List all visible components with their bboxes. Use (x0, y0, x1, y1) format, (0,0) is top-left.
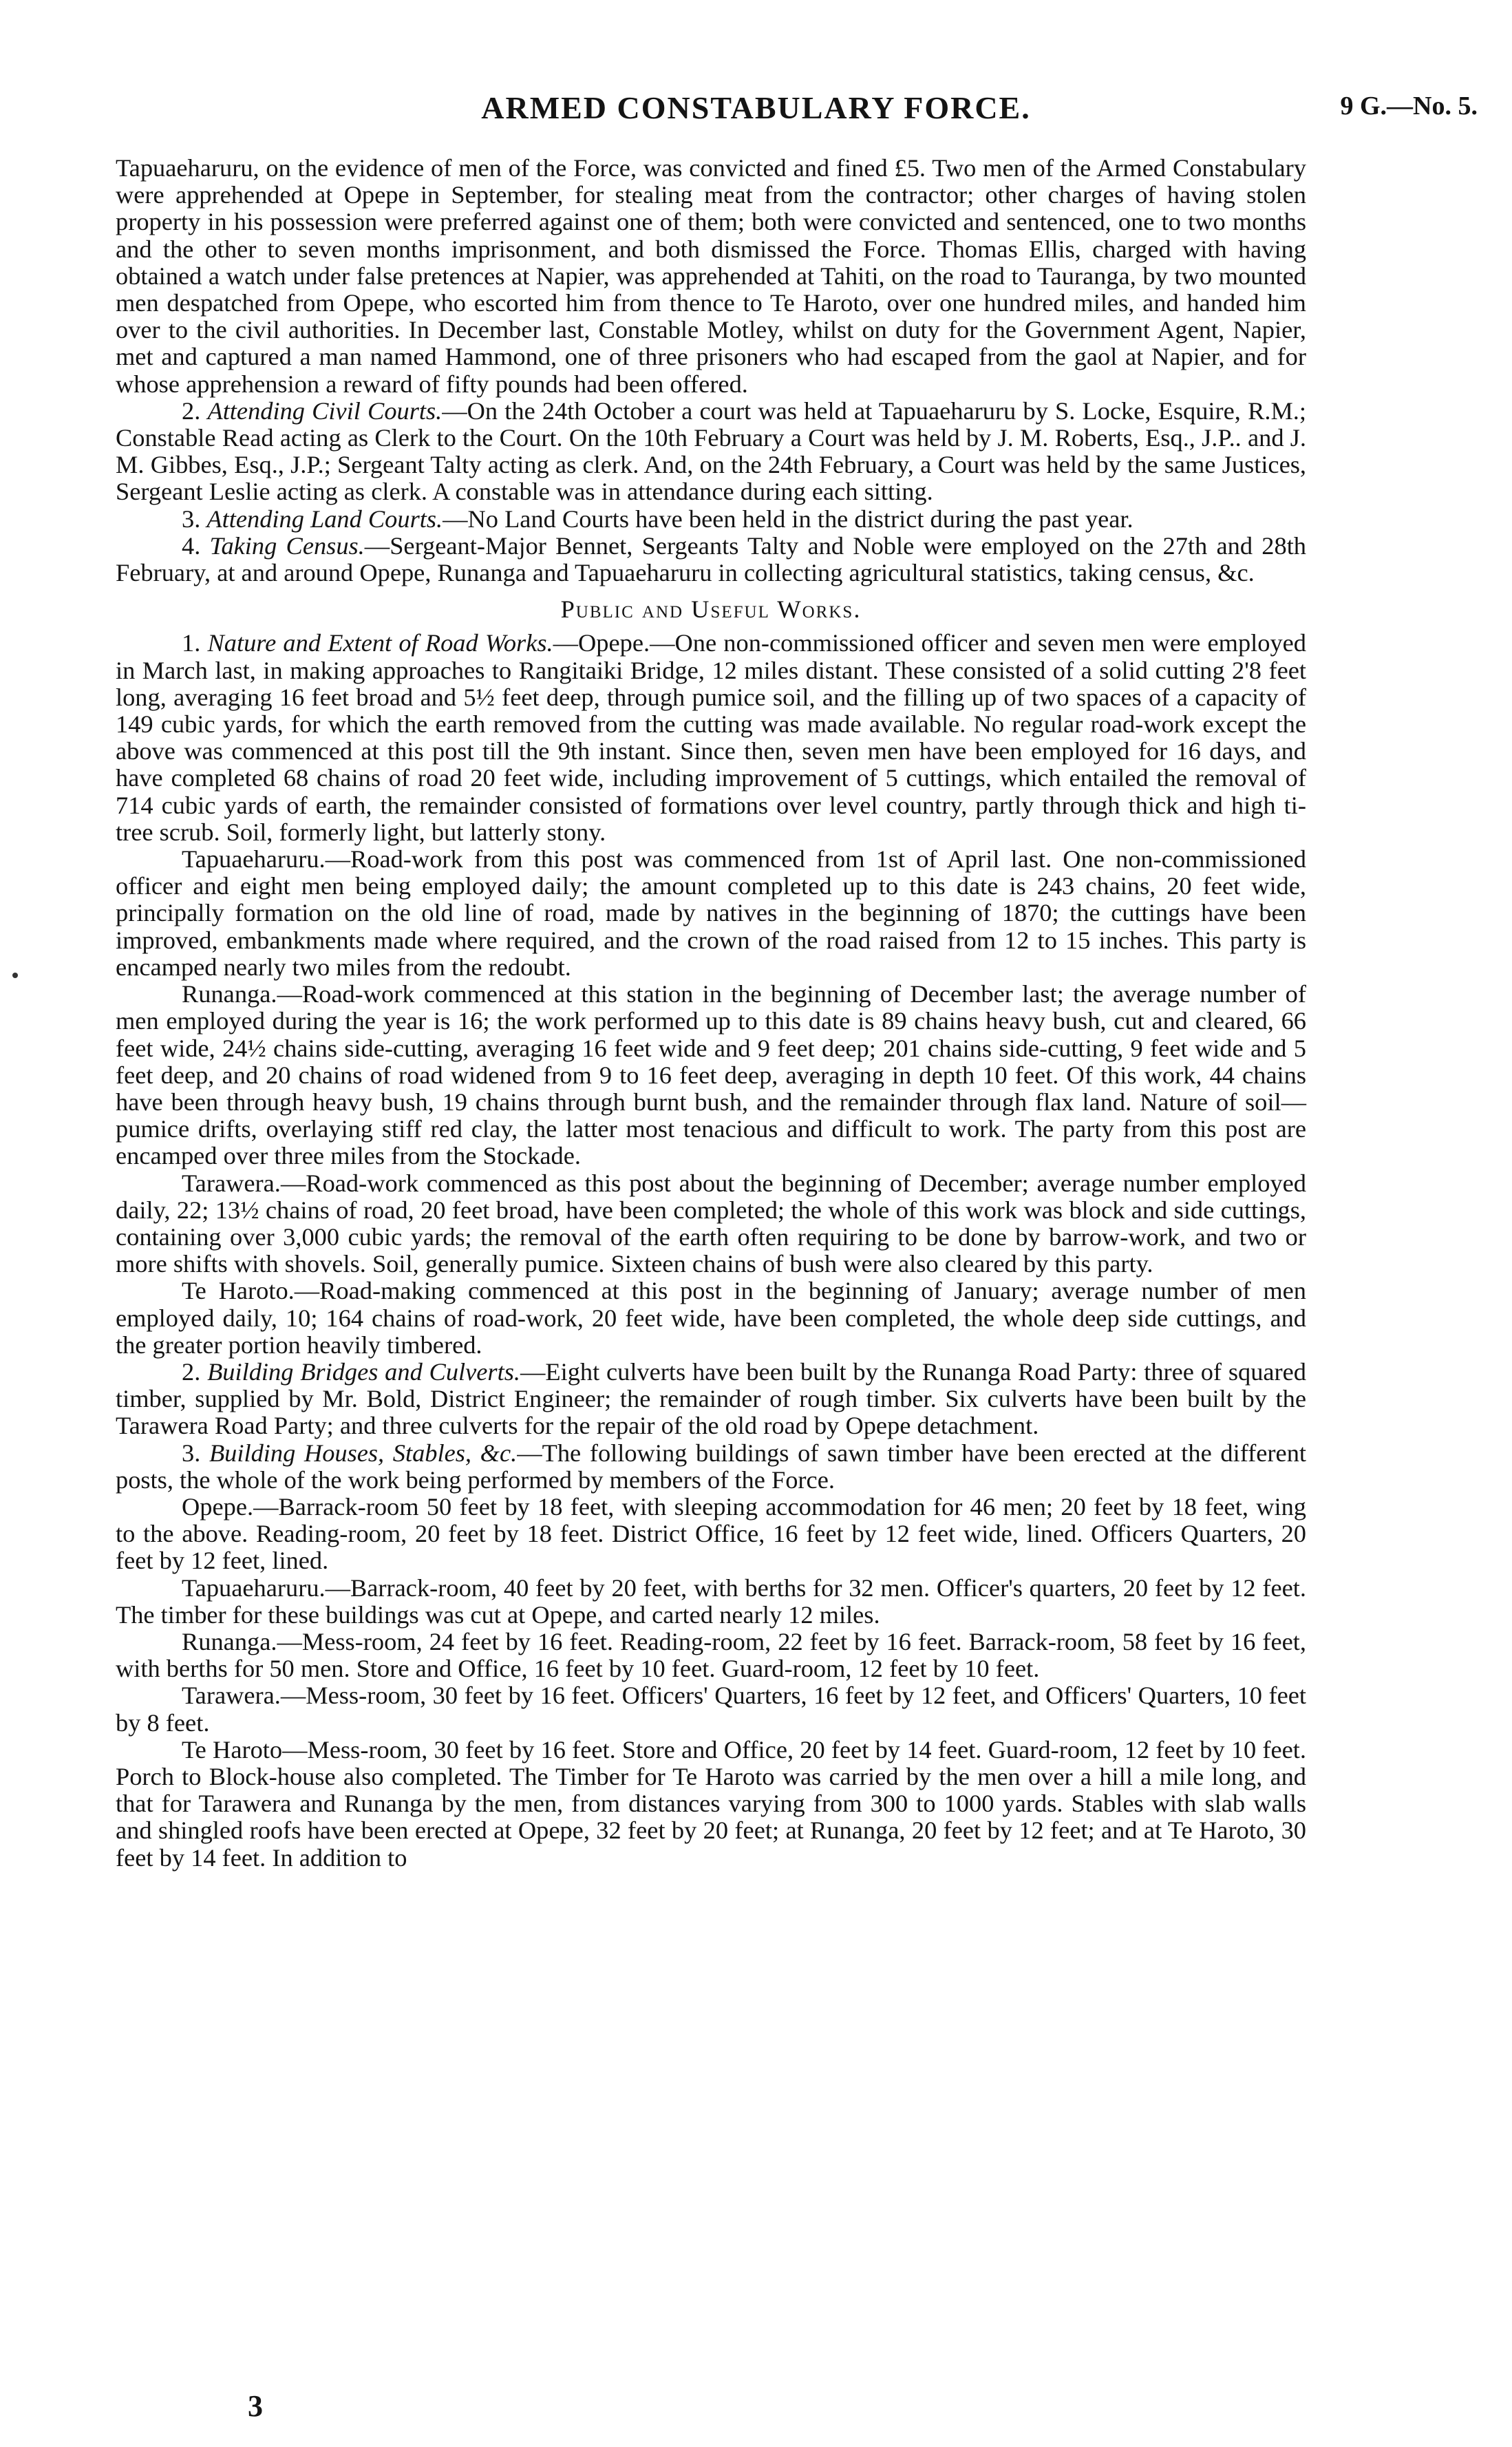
body-text (116, 155, 1306, 1872)
item-text: —Opepe.—One non-commissioned officer and seven men were employed in March last, in making approaches to Rangitaiki Bridge, 12 miles distant. These consisted of a solid cutting 2'8 feet long, averaging 16 feet broad and 5½ feet deep, through pumice soil, and the filling up of two spaces of a capacity of 149 cubic yards, for which the earth removed from the cutting was made available. No regular road-work except the above was commenced at this post till the 9th instant. Since then, seven men have been employed for 16 days, and have completed 68 chains of road 20 feet wide, including improvement of 5 cuttings, which entailed the removal of 714 cubic yards of earth, the remainder consisted of formations over level country, partly through thick and high ti-tree scrub. Soil, formerly light, but latterly stony. (116, 629, 1306, 846)
paragraph: Tarawera.—Road-work commenced as this post about the beginning of December; average number employed daily, 22; 13½ chains of road, 20 feet broad, have been completed; the whole of this work was block and side cuttings, containing over 3,000 cubic yards; the removal of the earth often requiring to be done by barrow-work, and two or more shifts with shovels. Soil, generally pumice. Sixteen chains of bush were also cleared by this party. (116, 1169, 1306, 1278)
paragraph (116, 533, 1306, 586)
item-heading: Building Houses, Stables, &c. (209, 1439, 518, 1467)
paragraph (116, 630, 1306, 846)
item-number: 2. (182, 1357, 208, 1386)
paragraph (116, 506, 1306, 533)
margin-mark (12, 973, 18, 978)
paragraph: Runanga.—Mess-room, 24 feet by 16 feet. Reading-room, 22 feet by 16 feet. Barrack-room, 58 feet by 16 feet, with berths for 50 men. Store and Office, 16 feet by 10 feet. Guard-room, 12 feet by 10 feet. (116, 1627, 1306, 1683)
paragraph (116, 1440, 1306, 1494)
page-number: 3 (248, 2389, 263, 2423)
paragraph: Te Haroto—Mess-room, 30 feet by 16 feet. Store and Office, 20 feet by 14 feet. Guard-room, 12 feet by 10 feet. Porch to Block-house also completed. The Timber for Te Haroto was carried by the men over a hill a mile long, and that for Tarawera and Runanga by the men, from distances varying from 300 to 1000 yards. Stables with slab walls and shingled roofs have been erected at Opepe, 32 feet by 20 feet; at Runanga, 20 feet by 12 feet; and at Te Haroto, 30 feet by 14 feet. In addition to (116, 1735, 1306, 1872)
paragraph (116, 398, 1306, 506)
item-text: —Eight culverts have been built by the Runanga Road Party: three of squared timber, supplied by Mr. Bold, District Engineer; the remainder of rough timber. Six culverts have been built by the Tarawera Road Party; and three culverts for the repair of the old road by Opepe detachment. (116, 1357, 1307, 1440)
paragraph: Tapuaeharuru.—Barrack-room, 40 feet by 20 feet, with berths for 32 men. Officer's quarters, 20 feet by 12 feet. The timber for these buildings was cut at Opepe, and carted nearly 12 miles. (116, 1574, 1306, 1629)
item-number: 3. (182, 505, 207, 533)
paragraph (116, 1359, 1306, 1440)
item-number: 2. (182, 396, 208, 425)
item-heading: Building Bridges and Culverts. (207, 1357, 520, 1386)
item-text: —On the 24th October a court was held at Tapuaeharuru by S. Locke, Esquire, R.M.; Constable Read acting as Clerk to the Court. On the 10th February a Court was held by J. M. Roberts, Esq., J.P.. and J. M. Gibbes, Esq., J.P.; Sergeant Talty acting as clerk. And, on the 24th February, a Court was held by the same Justices, Sergeant Leslie acting as clerk. A constable was in attendance during each sitting. (116, 396, 1307, 506)
item-number: 1. (182, 629, 208, 657)
section-heading: Public and Useful Works. (560, 595, 862, 624)
item-number: 4. (182, 531, 210, 560)
item-text: —Sergeant-Major Bennet, Sergeants Talty and Noble were employed on the 27th and 28th February, at and around Opepe, Runanga and Tapuaeharuru in collecting agricultural statistics, taking census, &c. (116, 531, 1306, 587)
paragraph: Tarawera.—Mess-room, 30 feet by 16 feet. Officers' Quarters, 16 feet by 12 feet, and Officers' Quarters, 10 feet by 8 feet. (116, 1682, 1306, 1737)
paragraph: Te Haroto.—Road-making commenced at this post in the beginning of January; average number of men employed daily, 10; 164 chains of road-work, 20 feet wide, have been completed, the whole deep side cuttings, and the greater portion heavily timbered. (116, 1277, 1306, 1359)
item-text: —The following buildings of sawn timber have been erected at the different posts, the whole of the work being performed by members of the Force. (116, 1439, 1307, 1494)
item-heading: Nature and Extent of Road Works. (207, 629, 553, 657)
page-reference: 9 G.—No. 5. (1340, 92, 1478, 120)
item-number: 3. (182, 1439, 209, 1467)
paragraph: Opepe.—Barrack-room 50 feet by 18 feet, with sleeping accommodation for 46 men; 20 feet by 18 feet, wing to the above. Reading-room, 20 feet by 18 feet. District Office, 16 feet by 12 feet wide, lined. Officers Quarters, 20 feet by 12 feet, lined. (116, 1492, 1306, 1575)
paragraph: Tapuaeharuru, on the evidence of men of the Force, was convicted and fined £5. Two men of the Armed Constabulary were apprehended at Opepe in September, for stealing meat from the contractor; other charges of having stolen property in his possession were preferred against one of them; both were convicted and sentenced, one to two months and the other to seven months imprisonment, and both dismissed the Force. Thomas Ellis, charged with having obtained a watch under false pretences at Napier, was apprehended at Tahiti, on the road to Tauranga, by two mounted men despatched from Opepe, who escorted him from thence to Te Haroto, over one hundred miles, and handed him over to the civil authorities. In December last, Constable Motley, whilst on duty for the Government Agent, Napier, met and captured a man named Hammond, one of three prisoners who had escaped from the gaol at Napier, and for whose apprehension a reward of fifty pounds had been offered. (116, 154, 1306, 398)
paragraph: Runanga.—Road-work commenced at this station in the beginning of December last; the average number of men employed during the year is 16; the work performed up to this date is 89 chains heavy bush, cut and cleared, 66 feet wide, 24½ chains side-cutting, averaging 16 feet wide and 9 feet deep; 201 chains side-cutting, 9 feet wide and 5 feet deep, and 20 chains of road widened from 9 to 16 feet deep, averaging in depth 10 feet. Of this work, 44 chains have been through heavy bush, 19 chains through burnt bush, and the remainder through flax land. Nature of soil—pumice drifts, overlaying stiff red clay, the latter most tenacious and difficult to work. The party from this post are encamped over three miles from the Stockade. (116, 980, 1306, 1170)
paragraph: Tapuaeharuru.—Road-work from this post was commenced from 1st of April last. One non-commissioned officer and eight men being employed daily; the amount completed up to this date is 243 chains, 20 feet wide, principally formation on the old line of road, made by natives in the beginning of 1870; the cuttings have been improved, embankments made where required, and the crown of the road raised from 12 to 15 inches. This party is encamped nearly two miles from the redoubt. (116, 845, 1306, 981)
item-text: —No Land Courts have been held in the district during the past year. (443, 505, 1133, 533)
item-heading: Attending Civil Courts. (207, 396, 443, 425)
item-heading: Taking Census. (209, 531, 365, 560)
item-heading: Attending Land Courts. (206, 505, 443, 533)
running-title: ARMED CONSTABULARY FORCE. (481, 90, 1031, 125)
page-header (0, 89, 1512, 138)
